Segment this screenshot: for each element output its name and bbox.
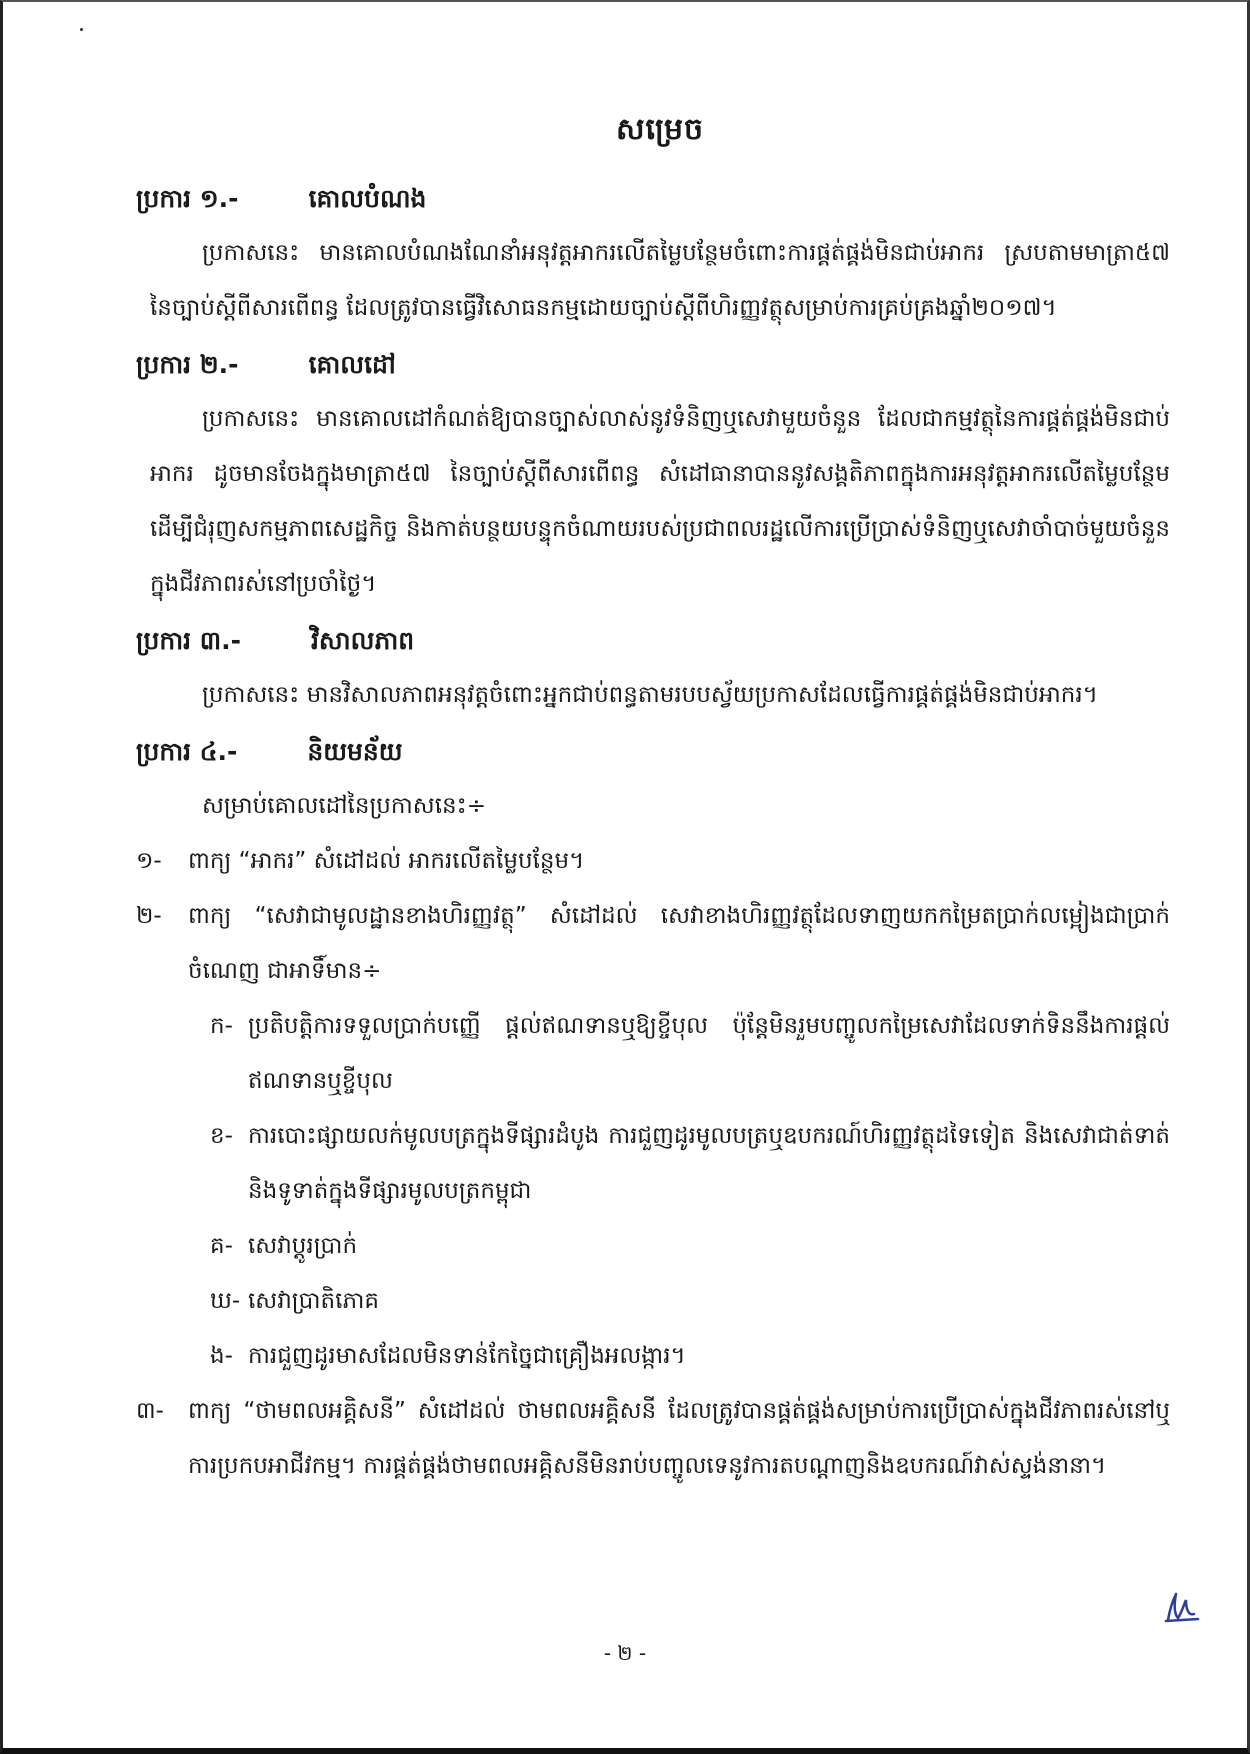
sub-item-letter: ង- [210, 1343, 233, 1369]
article-3-body: ប្រកាសនេះ មានវិសាលភាពអនុវត្តចំពោះអ្នកជាប់ពន្ធតាមរបបស្វ័យប្រកាសដែលធ្វើការផ្គត់ផ្គង់មិនជាប់អាករ។ [202, 682, 1098, 708]
sub-item-letter: គ- [210, 1233, 233, 1259]
article-number: ប្រការ ២.- [136, 350, 239, 379]
article-title: និយមន័យ [307, 737, 403, 766]
article-3-heading [136, 626, 1170, 662]
definition-number: ២- [136, 903, 162, 929]
article-2-body: ប្រកាសនេះ មានគោលដៅកំណត់ឱ្យបានច្បាស់លាស់នូវទំនិញឬសេវាមួយចំនួន ដែលជាកម្មវត្ថុនៃការផ្គត់ផ្គង់មិនជាប់អាករ ដូចមានចែងក្នុងមាត្រា៥៧ នៃច្បាប់ស្តីពីសារពើពន្ធ សំដៅធានាបាននូវសង្គតិភាពក្នុងការអនុវត្តអាករលើតម្លៃបន្ថែម ដើម្បីជំរុញសកម្មភាពសេដ្ឋកិច្ច និងកាត់បន្ថយបន្ទុកចំណាយរបស់ប្រជាពលរដ្ឋលើការប្រើប្រាស់ទំនិញឬសេវាចាំបាច់មួយចំនួន ក្នុងជីវភាពរស់នៅប្រចាំថ្ងៃ។ [150, 406, 1170, 597]
article-1-body: ប្រកាសនេះ មានគោលបំណងណែនាំអនុវត្តអាករលើតម្លៃបន្ថែមចំពោះការផ្គត់ផ្គង់មិនជាប់អាករ ស្របតាមមាត្រា៥៧ នៃច្បាប់ស្តីពីសារពើពន្ធ ដែលត្រូវបានធ្វើវិសោធនកម្មដោយច្បាប់ស្តីពីហិរញ្ញវត្ថុសម្រាប់ការគ្រប់គ្រងឆ្នាំ២០១៧។ [150, 240, 1170, 321]
definition-number: ១- [136, 848, 162, 874]
sub-item-letter: ខ- [210, 1123, 233, 1149]
sub-item [210, 1109, 1170, 1219]
sub-item [210, 1219, 1170, 1274]
handwritten-initials-mark [1162, 1590, 1202, 1624]
sub-item-letter: ឃ- [210, 1288, 241, 1314]
definition-item [136, 834, 1170, 889]
page-number: - ២ - [603, 1641, 647, 1665]
article-number: ប្រការ ១.- [136, 184, 239, 213]
sub-item [210, 999, 1170, 1109]
article-title: គោលដៅ [308, 350, 396, 379]
article-number: ប្រការ ៣.- [136, 626, 241, 655]
article-1-heading [136, 184, 1170, 220]
document-body [136, 110, 1170, 1494]
definition-text: ពាក្យ “សេវាជាមូលដ្ឋានខាងហិរញ្ញវត្ថុ” សំដៅដល់ សេវាខាងហិរញ្ញវត្ថុដែលទាញយកកម្រៃតប្រាក់លម្អៀងជាប្រាក់ចំណេញ ជាអាទិ៍មាន÷ [188, 903, 1170, 984]
article-title: វិសាលភាព [311, 626, 415, 655]
sub-item-text: ការបោះផ្សាយលក់មូលបត្រក្នុងទីផ្សារដំបូង ការជួញដូរមូលបត្រឬឧបករណ៍ហិរញ្ញវត្ថុដទៃទៀត និងសេវាជាត់ទាត់និងទូទាត់ក្នុងទីផ្សារមូលបត្រកម្ពុជា [248, 1123, 1170, 1204]
sub-item [210, 1329, 1170, 1384]
sub-item-text: សេវាប្តូរប្រាក់ [248, 1233, 358, 1259]
sub-item-text: សេវាប្រាតិភោគ [248, 1288, 379, 1314]
definition-item [136, 889, 1170, 999]
document-title: សម្រេច [615, 112, 705, 147]
definition-text: ពាក្យ “ថាមពលអគ្គិសនី” សំដៅដល់ ថាមពលអគ្គិសនី ដែលត្រូវបានផ្គត់ផ្គង់សម្រាប់ការប្រើប្រាស់ក្នុងជីវភាពរស់នៅឬការប្រកបអាជីវកម្ម។ ការផ្គត់ផ្គង់ថាមពលអគ្គិសនីមិនរាប់បញ្ចូលទេនូវការតបណ្តាញនិងឧបករណ៍វាស់ស្ទង់នានា។ [188, 1398, 1170, 1479]
article-4-intro: សម្រាប់គោលដៅនៃប្រកាសនេះ÷ [202, 793, 486, 819]
article-4-heading [136, 737, 1170, 773]
definition-item [136, 1384, 1170, 1494]
article-2-heading [136, 350, 1170, 386]
definition-number: ៣- [136, 1398, 164, 1424]
sub-item-text: ប្រតិបត្តិការទទួលប្រាក់បញ្ញើ ផ្តល់ឥណទានឬឱ្យខ្ចីបុល ប៉ុន្តែមិនរួមបញ្ចូលកម្រៃសេវាដែលទាក់ទិននឹងការផ្តល់ឥណទានឬខ្ចីបុល [248, 1013, 1170, 1094]
sub-item-text: ការជួញដូរមាសដែលមិនទាន់កែច្នៃជាគ្រឿងអលង្ការ។ [248, 1343, 686, 1369]
article-number: ប្រការ ៤.- [136, 737, 238, 766]
article-title: គោលបំណង [308, 184, 427, 213]
scan-speck [80, 28, 83, 31]
definition-text: ពាក្យ “អាករ” សំដៅដល់ អាករលើតម្លៃបន្ថែម។ [188, 848, 585, 874]
sub-item-letter: ក- [210, 1013, 233, 1039]
sub-item [210, 1274, 1170, 1329]
